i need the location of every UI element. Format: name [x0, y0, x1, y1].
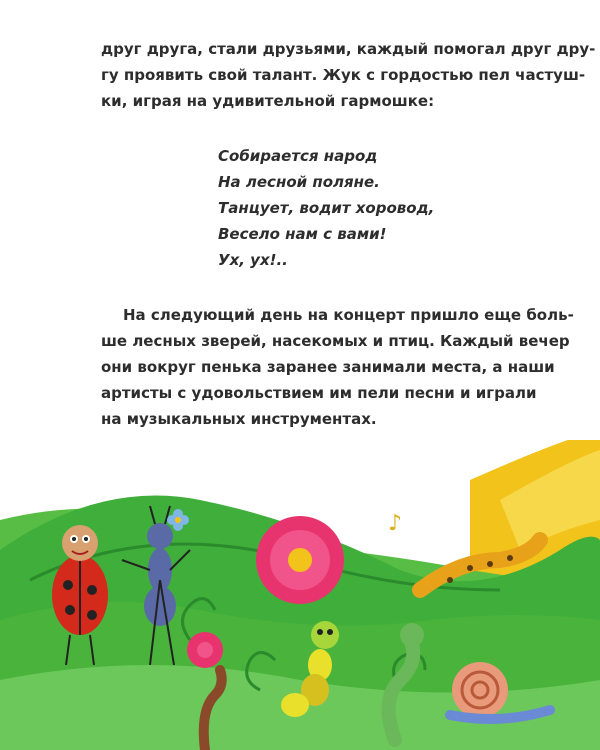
- poem-line: Собирается народ: [218, 147, 378, 165]
- text-line-content: На следующий день на концерт пришло еще боль-: [123, 306, 574, 324]
- poem-line: Танцует, водит хоровод,: [218, 199, 435, 217]
- paragraph-1: [101, 36, 596, 114]
- poem-line: Весело нам с вами!: [218, 225, 387, 243]
- pink-flower-small: [187, 632, 223, 668]
- text-line: ки, играя на удивительной гармошке:: [101, 92, 435, 110]
- forest-illustration: [0, 440, 600, 750]
- poem-line: На лесной поляне.: [218, 173, 380, 191]
- text-line: артисты с удовольствием им пели песни и играли: [101, 384, 537, 402]
- poem: [218, 143, 434, 273]
- text-line: на музыкальных инструментах.: [101, 410, 377, 428]
- text-line: гу проявить свой талант. Жук с гордостью пел частуш-: [101, 66, 586, 84]
- text-line: [101, 302, 574, 328]
- poem-line: Ух, ух!..: [218, 251, 288, 269]
- pink-flower: [256, 516, 344, 604]
- music-note-icon: ♪: [388, 511, 403, 536]
- paragraph-2: [101, 302, 574, 432]
- text-line: друг друга, стали друзьями, каждый помогал друг дру-: [101, 40, 596, 58]
- text-line: они вокруг пенька заранее занимали места, а наши: [101, 358, 555, 376]
- text-line: ше лесных зверей, насекомых и птиц. Каждый вечер: [101, 332, 570, 350]
